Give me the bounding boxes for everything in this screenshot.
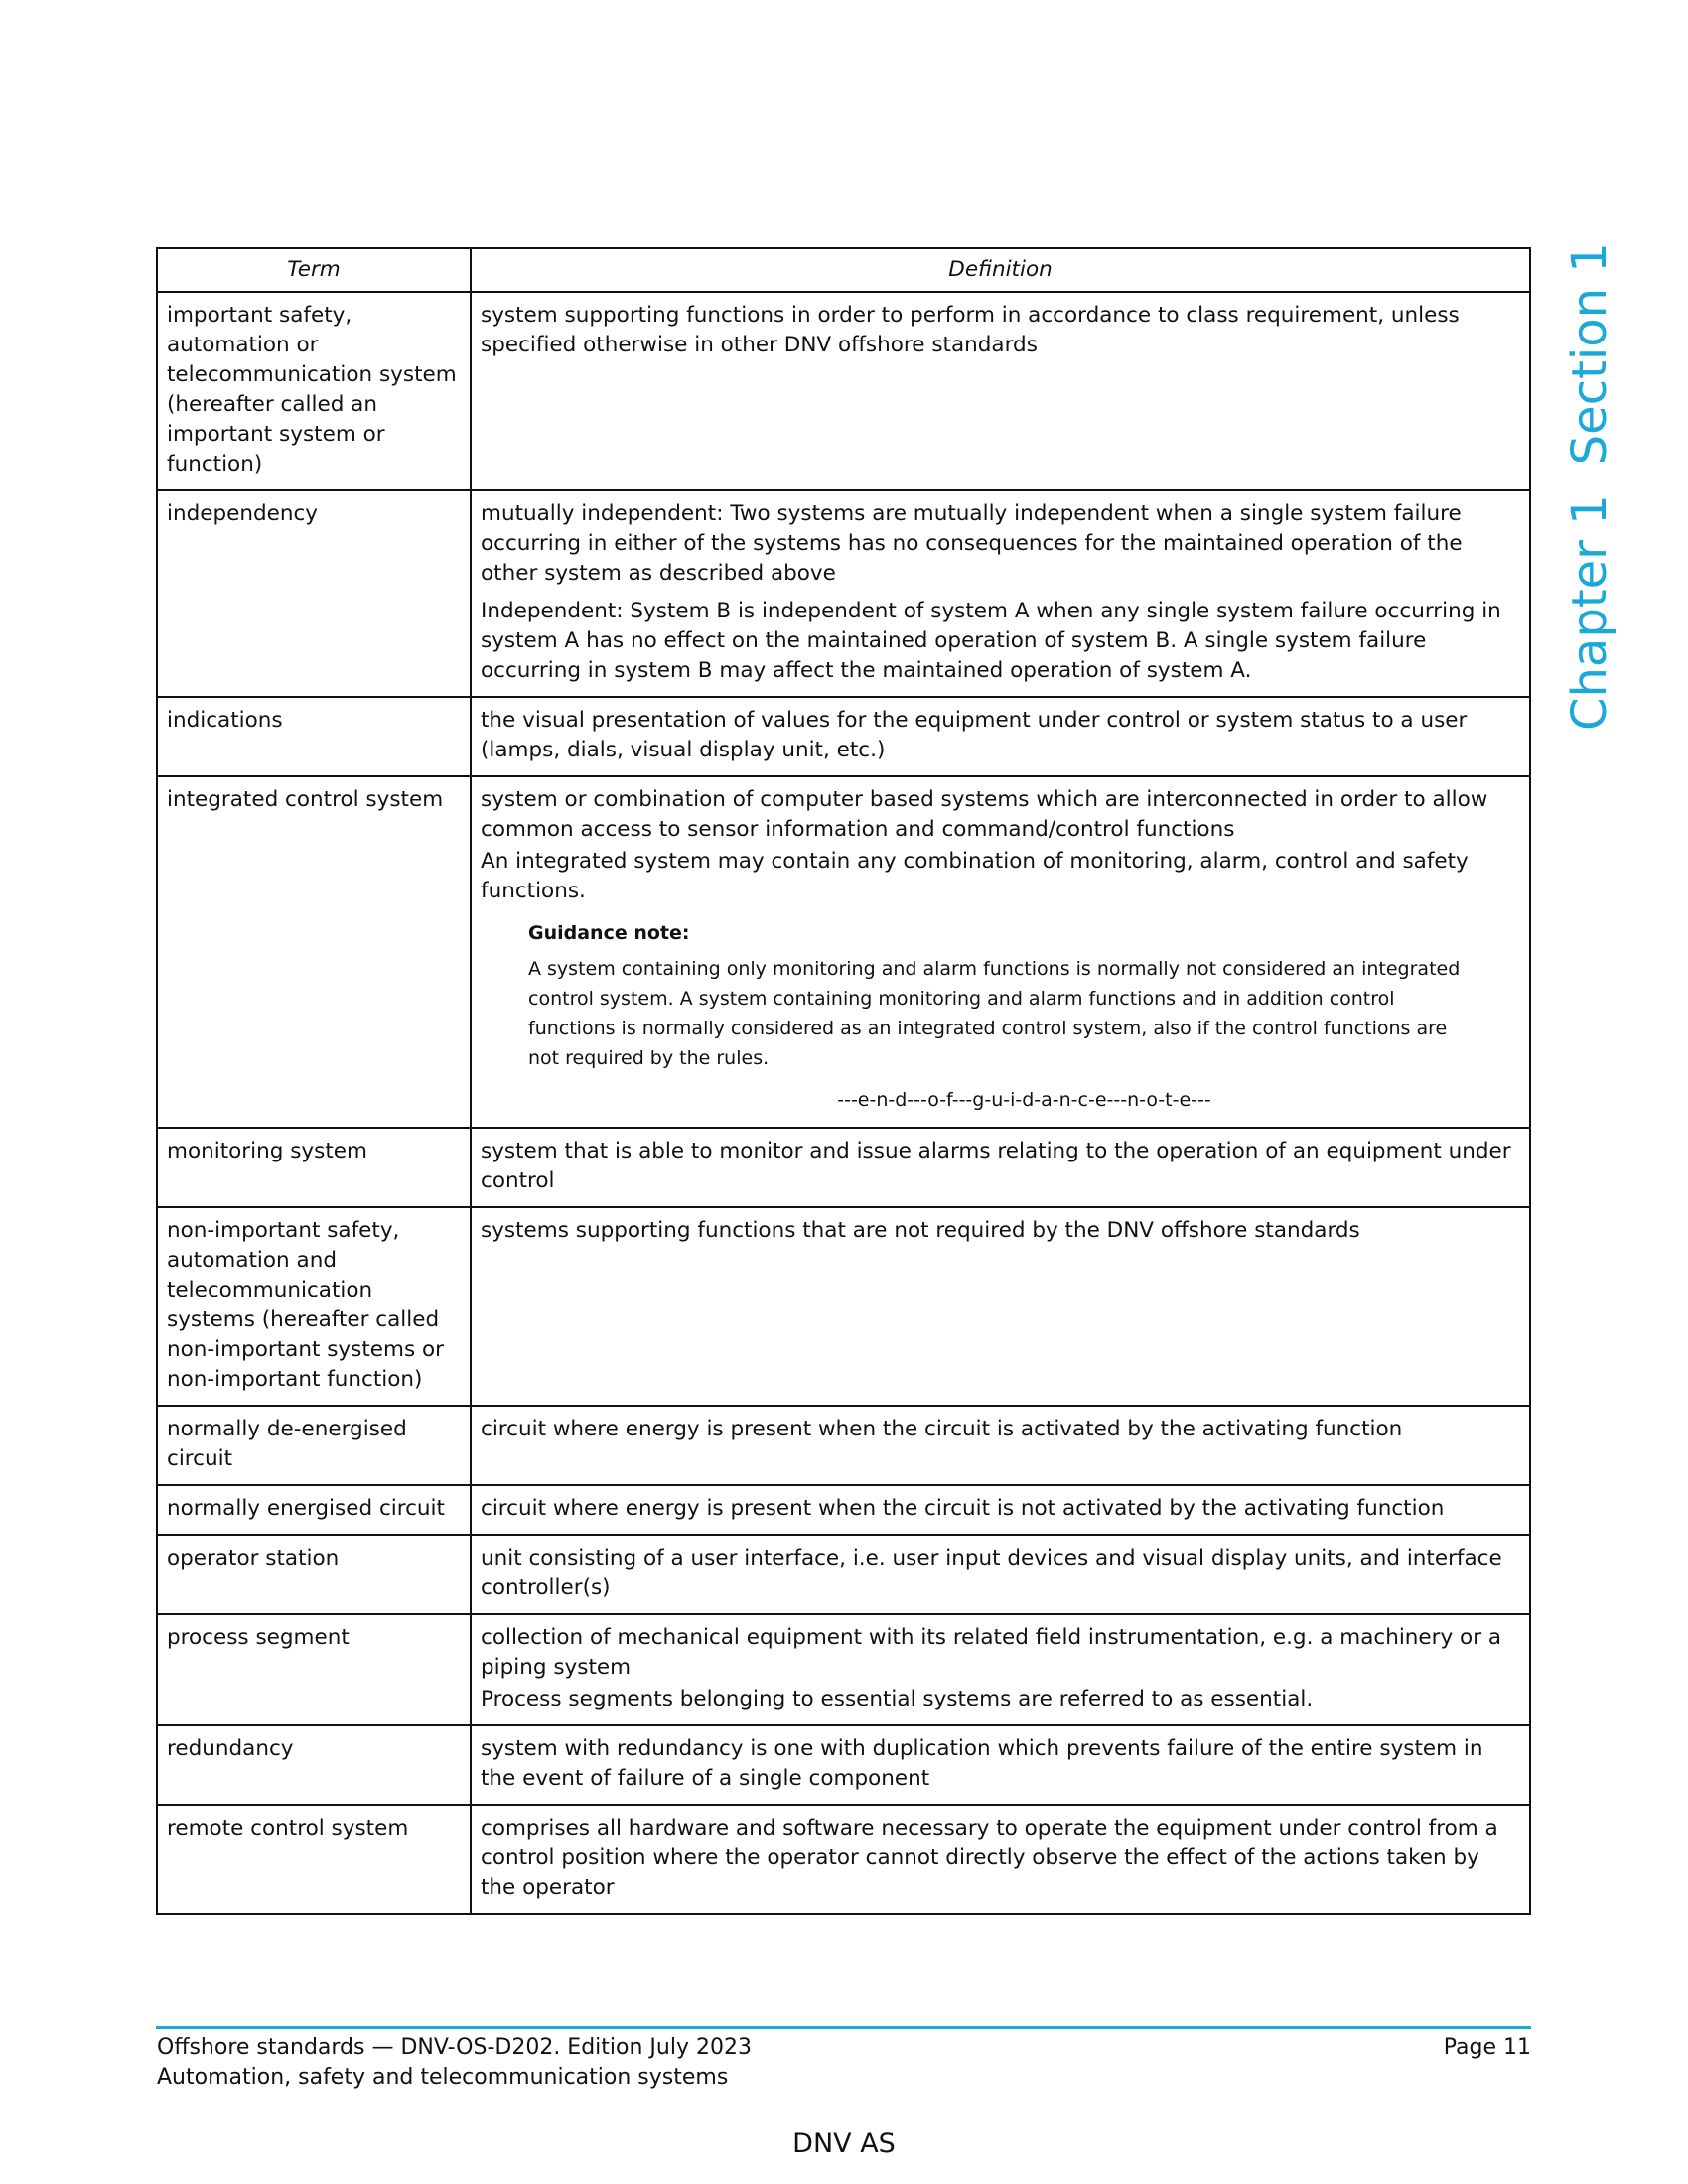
definition-paragraph: An integrated system may contain any combination of monitoring, alarm, control and safety functions. (481, 849, 1469, 903)
definition-cell (471, 1805, 1530, 1914)
term-cell: redundancy (157, 1725, 471, 1805)
table-row (157, 292, 1530, 490)
definition-cell (471, 1128, 1530, 1207)
definition-paragraph: unit consisting of a user interface, i.e. user input devices and visual display units, and interface controller(s) (481, 1546, 1502, 1600)
definition-cell (471, 292, 1530, 490)
table-row (157, 1485, 1530, 1535)
table-row (157, 1207, 1530, 1406)
table-row (157, 1128, 1530, 1207)
definition-cell (471, 1725, 1530, 1805)
definition-paragraph: collection of mechanical equipment with its related field instrumentation, e.g. a machinery or a piping system (481, 1625, 1502, 1680)
definition-paragraph: the visual presentation of values for the equipment under control or system status to a user (lamps, dials, visual display unit, etc.) (481, 708, 1468, 762)
definition-paragraph: Process segments belonging to essential systems are referred to as essential. (481, 1687, 1314, 1711)
definitions-table (156, 247, 1531, 1915)
footer-divider (156, 2026, 1531, 2029)
term-cell: process segment (157, 1614, 471, 1725)
definition-paragraph: system with redundancy is one with duplication which prevents failure of the entire system in the event of failure of a single component (481, 1736, 1483, 1791)
footer-page-number: Page 11 (1443, 2035, 1531, 2060)
term-cell: monitoring system (157, 1128, 471, 1207)
definition-paragraph: system that is able to monitor and issue alarms relating to the operation of an equipment under control (481, 1139, 1511, 1193)
term-cell: normally de-energised circuit (157, 1406, 471, 1485)
definition-cell (471, 697, 1530, 776)
table-row (157, 1406, 1530, 1485)
table-row (157, 1535, 1530, 1614)
definition-paragraph: circuit where energy is present when the circuit is activated by the activating function (481, 1417, 1403, 1441)
definition-cell (471, 1485, 1530, 1535)
definition-cell (471, 1614, 1530, 1725)
table-row (157, 697, 1530, 776)
footer-document-title: Offshore standards — DNV-OS-D202. Edition July 2023 (157, 2035, 752, 2060)
definition-paragraph: Independent: System B is independent of system A when any single system failure occurring in system A has no effect on the maintained operation of system B. A single system failure occurring in system B may affect the maintained operation of system A. (481, 599, 1501, 683)
guidance-note (528, 918, 1520, 1115)
table-row (157, 490, 1530, 697)
term-cell: normally energised circuit (157, 1485, 471, 1535)
term-cell: remote control system (157, 1805, 471, 1914)
table-row (157, 1614, 1530, 1725)
table-row (157, 1805, 1530, 1914)
header-definition: Definition (471, 248, 1530, 292)
term-cell: independency (157, 490, 471, 697)
section-label: Section 1 (1562, 242, 1618, 466)
definition-paragraph: comprises all hardware and software necessary to operate the equipment under control from a control position where the operator cannot directly observe the effect of the actions taken by the operator (481, 1816, 1498, 1900)
table-row (157, 776, 1530, 1128)
definition-cell (471, 490, 1530, 697)
term-cell: integrated control system (157, 776, 471, 1128)
table-header-row (157, 248, 1530, 292)
table-row (157, 1725, 1530, 1805)
definition-paragraph: mutually independent: Two systems are mutually independent when a single system failure occurring in either of the systems has no consequences for the maintained operation of the other system as described above (481, 501, 1463, 586)
chapter-label: Chapter 1 (1562, 494, 1618, 731)
definition-paragraph: circuit where energy is present when the circuit is not activated by the activating function (481, 1496, 1445, 1521)
definition-paragraph: systems supporting functions that are not required by the DNV offshore standards (481, 1218, 1360, 1243)
term-cell: important safety, automation or telecommunication system (hereafter called an important system or function) (157, 292, 471, 490)
term-cell: indications (157, 697, 471, 776)
header-term: Term (157, 248, 471, 292)
term-cell: operator station (157, 1535, 471, 1614)
definition-cell (471, 1207, 1530, 1406)
guidance-note-end: ---e-n-d---o-f---g-u-i-d-a-n-c-e---n-o-t-e--- (837, 1089, 1211, 1111)
definition-paragraph: system supporting functions in order to perform in accordance to class requirement, unless specified otherwise in other DNV offshore standards (481, 303, 1460, 357)
guidance-note-text: A system containing only monitoring and alarm functions is normally not considered an integrated control system. A system containing monitoring and alarm functions and in addition control functions is normally considered as an integrated control system, also if the control functions are not required by the rules. (528, 958, 1461, 1069)
chapter-section-label (1562, 242, 1618, 731)
definition-paragraph: system or combination of computer based systems which are interconnected in order to allow common access to sensor information and command/control functions (481, 787, 1488, 842)
footer-company: DNV AS (792, 2128, 896, 2159)
definition-cell (471, 1535, 1530, 1614)
footer-document-subtitle: Automation, safety and telecommunication systems (157, 2065, 729, 2090)
guidance-note-title: Guidance note: (528, 922, 690, 944)
definition-cell (471, 1406, 1530, 1485)
definition-cell (471, 776, 1530, 1128)
term-cell: non-important safety, automation and telecommunication systems (hereafter called non-important systems or non-important function) (157, 1207, 471, 1406)
